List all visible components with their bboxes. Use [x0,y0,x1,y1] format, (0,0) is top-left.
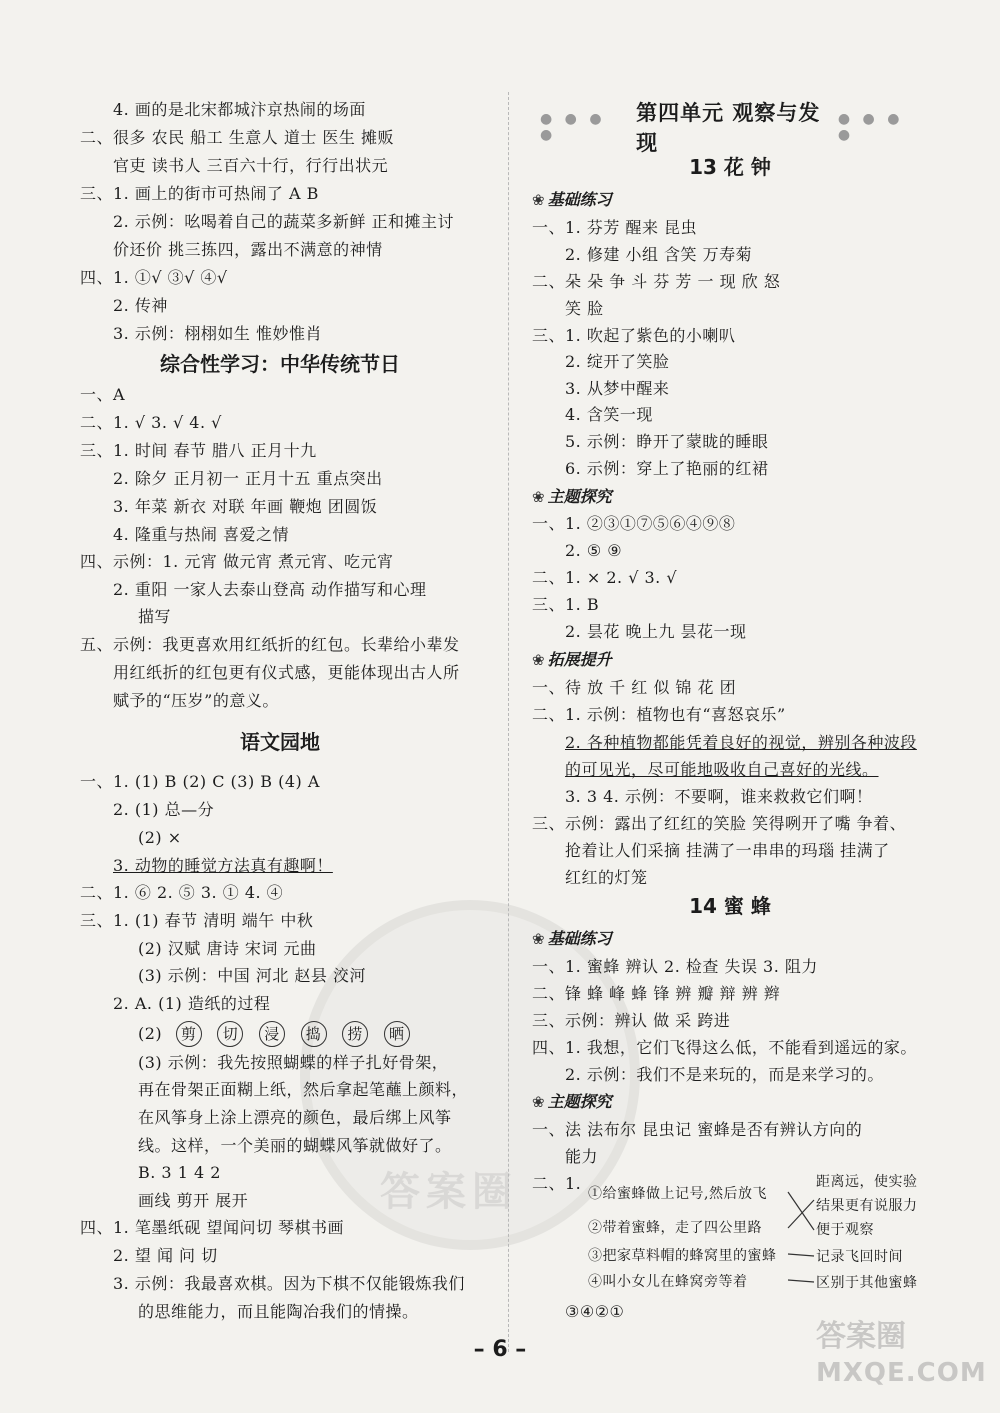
text-line: 二、1. 示例：植物也有“喜怒哀乐” [532,705,786,724]
match-left-item: ①给蜜蜂做上记号,然后放飞 [588,1186,767,1202]
text-line: (3) 示例：中国 河北 赵县 洨河 [138,966,367,985]
circled-chars-line [138,1021,420,1047]
text-line: 二、朵 朵 争 斗 芬 芳 一 现 欣 怒 [532,272,781,291]
text-line: 一、1. 芬芳 醒来 昆虫 [532,218,698,237]
match-right-item: 距离远，使实验 [816,1174,918,1190]
text-line: ③④②① [565,1302,625,1321]
page-number: – 6 – [473,1337,527,1362]
text-line: 三、1. 时间 春节 腊八 正月十九 [80,441,317,460]
text-line: 一、1. 蜜蜂 辨认 2. 检查 失误 3. 阻力 [532,957,818,976]
text-line: 五、示例：我更喜欢用红纸折的红包。长辈给小辈发 [80,635,460,654]
text-line: 能力 [565,1147,599,1166]
text-line: 一、1. (1) B (2) C (3) B (4) A [80,772,320,791]
text-line: 2. 传神 [113,296,168,315]
text-line: 线。这样，一个美丽的蝴蝶风筝就做好了。 [138,1136,452,1155]
text-line: 三、1. (1) 春节 清明 端午 中秋 [80,911,314,930]
text-line: 用红纸折的红包更有仪式感，更能体现出古人所 [113,663,460,682]
unit-title: 第四单元 观察与发现 [636,101,821,155]
text-line: 3. 示例：我最喜欢棋。因为下棋不仅能锻炼我们 [113,1274,465,1293]
subsection-heading: ❀ 拓展提升 [532,650,612,669]
section-title: 综合性学习：中华传统节日 [160,352,400,376]
lesson-title: 14 蜜 蜂 [689,894,771,918]
text-line: (2) × [138,828,182,847]
paw-icon: ❀ [532,488,545,506]
text-line: 四、1. 我想，它们飞得这么低，不能看到遥远的家。 [532,1038,917,1057]
text-line: 三、示例：露出了红红的笑脸 笑得咧开了嘴 争着、 [532,814,907,833]
text-line: 一、A [80,385,126,404]
text-line: 2. 示例：吆喝着自己的蔬菜多新鲜 正和摊主讨 [113,212,454,231]
banner-dots: ● ● ● ● [837,111,904,143]
match-right-item: 区别于其他蜜蜂 [816,1275,918,1291]
text-line: 一、法 法布尔 昆虫记 蜜蜂是否有辨认方向的 [532,1120,863,1139]
text-line: 5. 示例：睁开了蒙眬的睡眼 [565,432,769,451]
connector-line [788,1280,814,1282]
text-line: 一、1. ②③①⑦⑤⑥④⑨⑧ [532,514,736,533]
text-line: 3. 3 4. 示例：不要啊，谁来救救它们啊！ [565,787,873,806]
circled-char: 浸 [259,1021,285,1047]
text-line: 2. 各种植物都能凭着良好的视觉，辨别各种波段 [565,733,917,752]
text-line: 三、1. B [532,595,600,614]
text-line: 的思维能力，而且能陶冶我们的情操。 [138,1302,419,1321]
banner-dots: ● ● ● ● [540,111,606,143]
text-line: 官吏 读书人 三百六十行，行行出状元 [113,156,389,175]
text-line: 在风筝身上涂上漂亮的颜色，最后绑上风筝 [138,1108,452,1127]
text-line: B. 3 1 4 2 [138,1163,221,1182]
match-right-item: 便于观察 [816,1222,874,1238]
text-line: 二、1. ⑥ 2. ⑤ 3. ① 4. ④ [80,883,284,902]
subsection-heading: ❀ 主题探究 [532,1092,612,1111]
text-line: 三、示例：辨认 做 采 跨进 [532,1011,731,1030]
match-left-item: ③把家草料帽的蜂窝里的蜜蜂 [588,1248,777,1264]
match-right-item: 结果更有说服力 [816,1198,918,1214]
match-left-item: ④叫小女儿在蜂窝旁等着 [588,1274,748,1290]
text-line: 四、示例：1. 元宵 做元宵 煮元宵、吃元宵 [80,552,394,571]
text-line: 2. 绽开了笑脸 [565,352,670,371]
circled-char: 剪 [176,1021,202,1047]
subsection-heading: ❀ 主题探究 [532,487,612,506]
match-connector-lines [770,1180,820,1290]
item-prefix: (2) [138,1024,163,1043]
circled-char: 切 [217,1021,243,1047]
paw-icon: ❀ [532,191,545,209]
text-line: 3. 从梦中醒来 [565,379,670,398]
connector-line [788,1254,814,1256]
corner-logo: 答案圈 MXQE.COM [816,1319,987,1388]
watermark-seal: 答案圈 [300,900,640,1250]
text-line: 二、1. × 2. √ 3. √ [532,568,678,587]
lesson-title: 13 花 钟 [689,155,771,179]
text-line: 三、1. 吹起了紫色的小喇叭 [532,326,736,345]
text-line: 2. ⑤ ⑨ [565,541,623,560]
text-line: 2. 修建 小组 含笑 万寿菊 [565,245,753,264]
text-line: 红红的灯笼 [565,868,648,887]
unit-banner [540,101,920,155]
text-line: (3) 示例：我先按照蝴蝶的样子扎好骨架， [138,1053,449,1072]
text-line: 2. 示例：我们不是来玩的，而是来学习的。 [565,1065,884,1084]
text-line: 2. 望 闻 问 切 [113,1246,218,1265]
text-line: 画线 剪开 展开 [138,1191,249,1210]
text-line: 4. 画的是北宋都城汴京热闹的场面 [113,100,366,119]
text-line: 二、1. √ 3. √ 4. √ [80,413,222,432]
text-line: 3. 示例：栩栩如生 惟妙惟肖 [113,324,322,343]
match-right-item: 记录飞回时间 [816,1249,903,1265]
text-line: 描写 [138,607,172,626]
text-line: 4. 含笑一现 [565,405,653,424]
subsection-heading: ❀ 基础练习 [532,190,612,209]
text-line: 抢着让人们采摘 挂满了一串串的玛瑙 挂满了 [565,841,890,860]
text-line: 2. 除夕 正月初一 正月十五 重点突出 [113,469,383,488]
text-line: (2) 汉赋 唐诗 宋词 元曲 [138,939,317,958]
text-line: 2. 昙花 晚上九 昙花一现 [565,622,747,641]
text-line: 的可见光，尽可能地吸收自己喜好的光线。 [565,760,879,779]
circled-char: 捣 [301,1021,327,1047]
circled-char: 晒 [384,1021,410,1047]
text-line: 3. 动物的睡觉方法真有趣啊！ [113,856,333,875]
text-line: 二、锋 蜂 峰 蜂 锋 辨 瓣 辩 辨 辫 [532,984,781,1003]
section-title: 语文园地 [240,730,320,754]
text-line: 再在骨架正面糊上纸，然后拿起笔蘸上颜料， [138,1080,469,1099]
text-line: 笑 脸 [565,299,604,318]
text-line: 一、待 放 千 红 似 锦 花 团 [532,678,737,697]
text-line: 三、1. 画上的街市可热闹了 A B [80,184,319,203]
text-line: 四、1. 笔墨纸砚 望闻问切 琴棋书画 [80,1218,345,1237]
text-line: 价还价 挑三拣四，露出不满意的神情 [113,240,383,259]
match-left-item: ②带着蜜蜂，走了四公里路 [588,1220,762,1236]
text-line: 二、很多 农民 船工 生意人 道士 医生 摊贩 [80,128,395,147]
text-line: 3. 年菜 新衣 对联 年画 鞭炮 团圆饭 [113,497,378,516]
text-line: 2. (1) 总—分 [113,800,215,819]
text-line: 2. 重阳 一家人去泰山登高 动作描写和心理 [113,580,427,599]
text-line: 6. 示例：穿上了艳丽的红裙 [565,459,769,478]
subsection-heading: ❀ 基础练习 [532,929,612,948]
text-line: 四、1. ①√ ③√ ④√ [80,268,228,287]
text-line: 二、1. [532,1174,582,1193]
paw-icon: ❀ [532,1093,545,1111]
text-line: 2. A. (1) 造纸的过程 [113,994,271,1013]
circled-char: 捞 [342,1021,368,1047]
text-line: 赋予的“压岁”的意义。 [113,691,279,710]
column-divider [508,92,509,1352]
text-line: 4. 隆重与热闹 喜爱之情 [113,525,289,544]
paw-icon: ❀ [532,651,545,669]
paw-icon: ❀ [532,930,545,948]
